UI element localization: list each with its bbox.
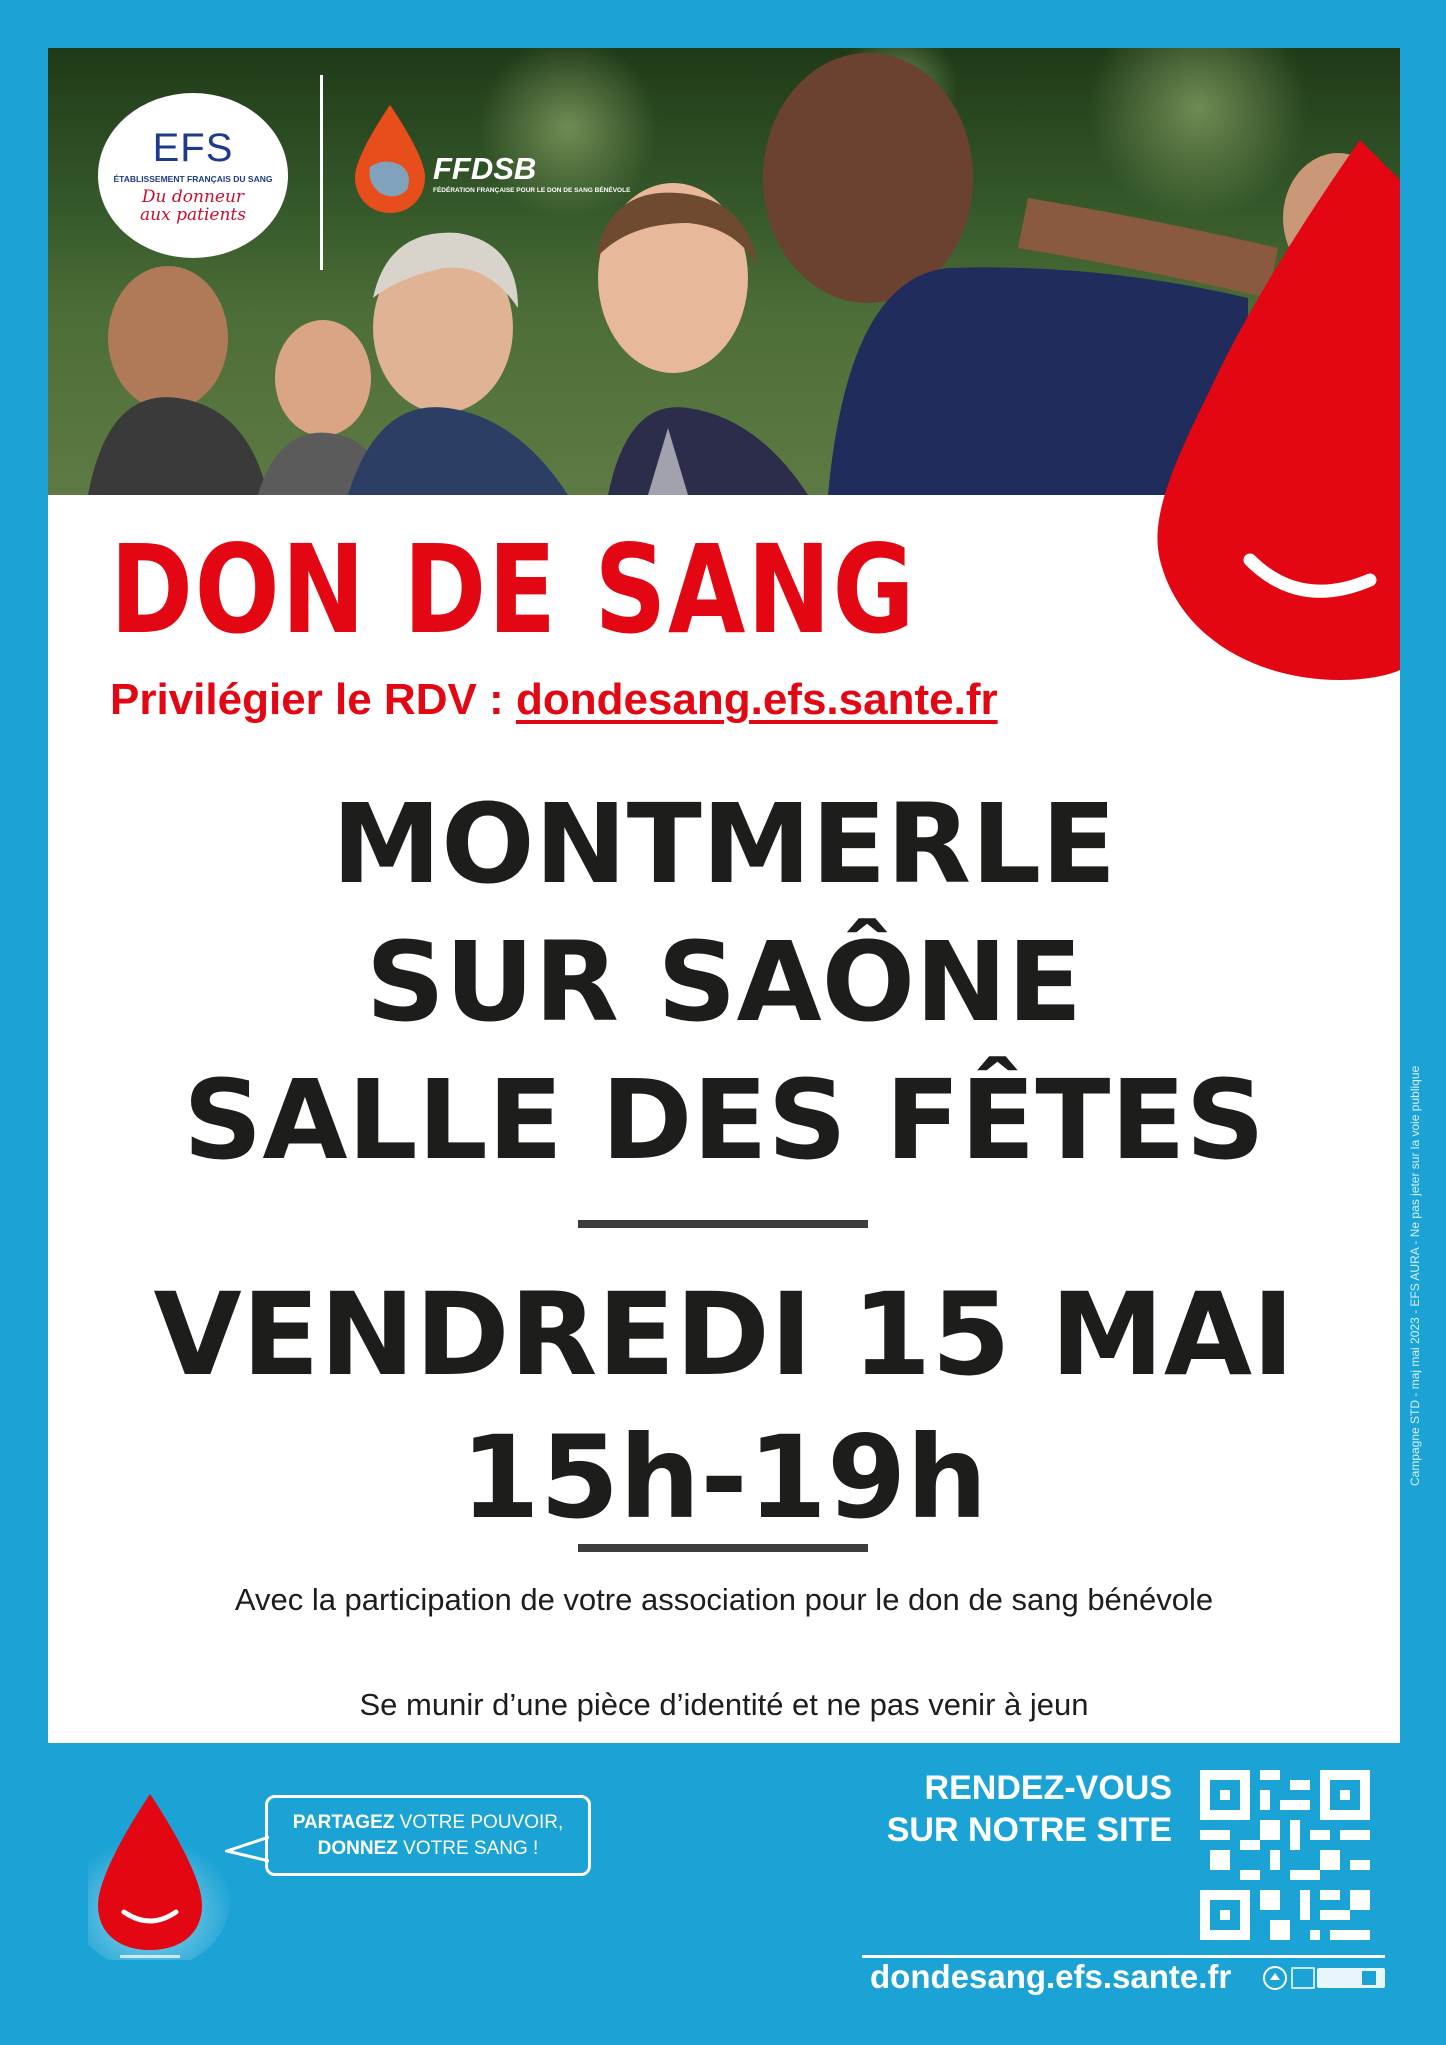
separator-bottom xyxy=(578,1544,868,1552)
efs-motto-line1: Du donneur xyxy=(141,186,245,207)
bubble-line2-rest: VOTRE SANG ! xyxy=(397,1837,539,1859)
side-campaign-text: Campagne STD - maj mai 2023 - EFS AURA - Ne pas jeter sur la voie publique xyxy=(1408,1065,1422,1486)
efs-logo-abbr: EFS xyxy=(152,125,234,170)
rdv-site-line2: SUR NOTRE SITE xyxy=(886,1811,1172,1849)
page-title: DON DE SANG xyxy=(110,519,917,661)
ffdsb-logo-full-name: FÉDÉRATION FRANÇAISE POUR LE DON DE SANG BÉNÉVOLE xyxy=(433,187,631,194)
bubble-line1-bold: PARTAGEZ xyxy=(292,1811,395,1833)
footer-url-link[interactable]: dondesang.efs.sante.fr xyxy=(870,1958,1232,1995)
qr-code-icon xyxy=(1200,1770,1370,1940)
efs-motto-line2: aux patients xyxy=(140,204,246,225)
bubble-line2-bold: DONNEZ xyxy=(317,1837,398,1859)
bubble-line1-rest: VOTRE POUVOIR, xyxy=(394,1811,564,1833)
location-line2: SUR SAÔNE xyxy=(365,918,1083,1046)
ffdsb-logo xyxy=(355,105,631,225)
event-time: 15h-19h xyxy=(460,1411,988,1544)
location-line1: MONTMERLE xyxy=(331,780,1117,908)
location-line3: SALLE DES FÊTES xyxy=(183,1056,1265,1184)
bubble-line2 xyxy=(268,1836,588,1862)
rdv-link[interactable]: dondesang.efs.sante.fr xyxy=(515,675,998,724)
rdv-line xyxy=(110,675,998,725)
location xyxy=(48,775,1400,1189)
small-blood-drop-icon xyxy=(88,1790,238,1960)
blood-drop-icon xyxy=(1150,140,1400,680)
bubble-line1 xyxy=(268,1810,588,1836)
ffdsb-logo-name: FFDSB xyxy=(433,151,537,186)
recycling-info-icon xyxy=(1262,1965,1387,1991)
participation-note: Avec la participation de votre association pour le don de sang bénévole xyxy=(234,1582,1214,1617)
ffdsb-drop-icon xyxy=(355,105,425,215)
logo-divider xyxy=(320,75,323,270)
speech-bubble-tail xyxy=(225,1835,269,1865)
efs-logo-motto xyxy=(140,188,246,224)
qr-code[interactable] xyxy=(1200,1770,1370,1940)
event-date: VENDREDI 15 MAI xyxy=(153,1268,1295,1401)
separator-top xyxy=(578,1220,868,1228)
id-note: Se munir d’une pièce d’identité et ne pas venir à jeun xyxy=(359,1687,1089,1722)
rdv-site-text xyxy=(870,1767,1172,1851)
speech-bubble xyxy=(265,1795,591,1876)
rdv-site-line1: RENDEZ-VOUS xyxy=(924,1769,1172,1807)
rdv-prefix: Privilégier le RDV : xyxy=(110,675,516,724)
efs-logo-full-name: ÉTABLISSEMENT FRANÇAIS DU SANG xyxy=(113,173,273,184)
efs-logo xyxy=(98,93,288,258)
